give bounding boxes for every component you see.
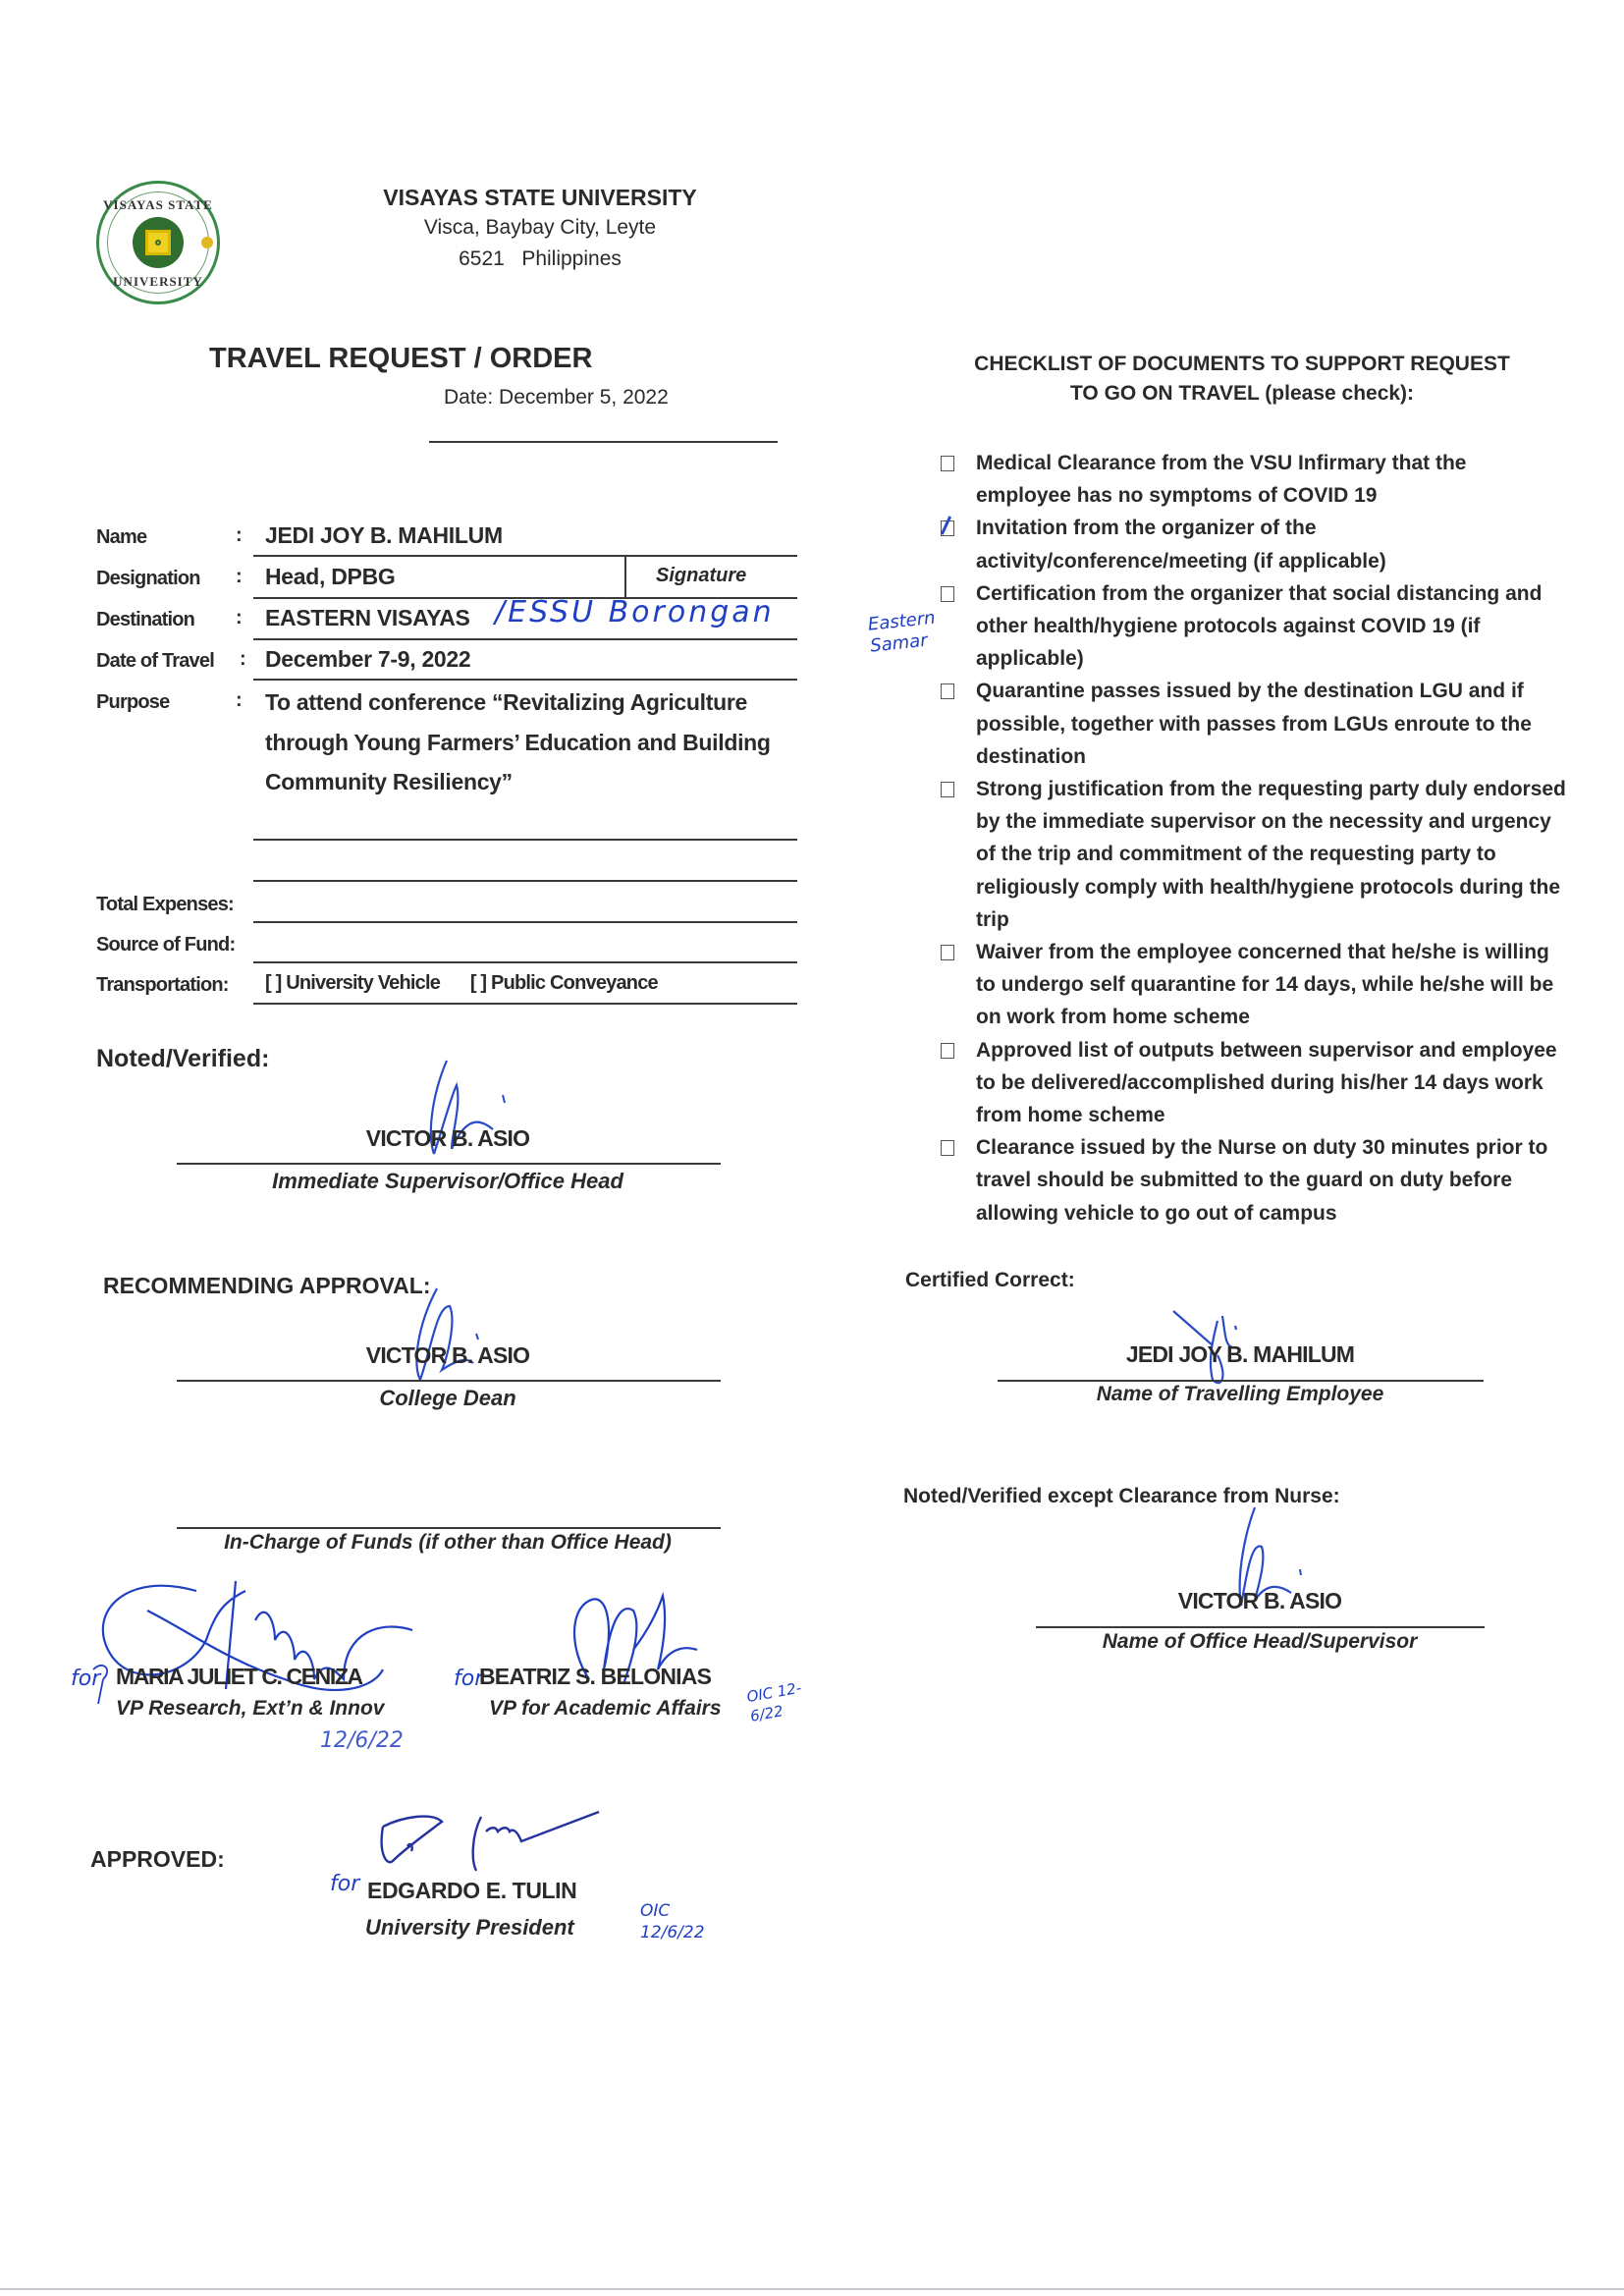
vp-academic-signature — [560, 1591, 717, 1709]
date-of-travel-value[interactable]: December 7-9, 2022 — [265, 646, 471, 672]
purpose-value[interactable]: To attend conference “Revitalizing Agriculture through Young Farmers’ Education and Building Community Resiliency” — [265, 689, 771, 794]
transportation-underline — [253, 1003, 797, 1005]
recommending-approval-role: College Dean — [379, 1386, 516, 1410]
seal-bottom-text: UNIVERSITY — [113, 274, 203, 289]
office-head-role: Name of Office Head/Supervisor — [1102, 1630, 1418, 1653]
date-of-travel-underline — [253, 679, 797, 681]
destination-value[interactable]: EASTERN VISAYAS — [265, 605, 470, 630]
checkbox-checked-icon[interactable] — [941, 520, 954, 536]
source-of-fund-field[interactable] — [265, 932, 795, 959]
document-date: Date: December 5, 2022 — [444, 386, 669, 409]
destination-handwritten-note: /ESSU Borongan — [495, 595, 775, 629]
date-of-travel-label: Date of Travel — [96, 650, 214, 672]
name-underline — [253, 555, 797, 557]
checklist-item — [939, 512, 1567, 576]
checklist-item-text: Medical Clearance from the VSU Infirmary that the employee has no symptoms of COVID 19 — [976, 452, 1467, 508]
checkbox-unchecked-icon[interactable] — [941, 945, 954, 960]
purpose-underline-2 — [253, 880, 797, 882]
checklist-item-text: Invitation from the organizer of the activity/conference/meeting (if applicable) — [976, 517, 1386, 573]
president-role: University President — [365, 1915, 574, 1940]
noted-except-nurse-heading: Noted/Verified except Clearance from Nurse: — [903, 1485, 1340, 1507]
destination-margin-note: Eastern Samar — [867, 607, 937, 657]
transportation-options — [265, 972, 683, 995]
signature-label: Signature — [656, 565, 747, 586]
checklist-item-text: Certification from the organizer that social distancing and other health/hygiene protocols against COVID 19 (if applicable) — [976, 581, 1543, 671]
office-head-name: VICTOR B. ASIO — [1177, 1588, 1342, 1613]
checklist-item-text: Waiver from the employee concerned that he/she is willing to undergo self quarantine for 14 days, while he/she will be on work from home scheme — [976, 941, 1554, 1029]
checklist — [939, 447, 1567, 1230]
seal-center-emblem — [133, 217, 184, 268]
checklist-heading-line-1: CHECKLIST OF DOCUMENTS TO SUPPORT REQUEST — [974, 353, 1510, 375]
name-value[interactable]: JEDI JOY B. MAHILUM — [265, 522, 503, 548]
seal-gear-icon — [201, 237, 213, 248]
checklist-item — [939, 675, 1567, 773]
university-seal-logo — [96, 181, 220, 304]
total-expenses-field[interactable] — [265, 892, 795, 919]
vp-research-for-prefix: for — [71, 1667, 101, 1691]
total-expenses-label: Total Expenses: — [96, 894, 234, 915]
checklist-item — [939, 773, 1567, 936]
vp-research-handwritten-date: 12/6/22 — [320, 1728, 404, 1753]
seal-top-text: VISAYAS STATE — [103, 197, 213, 212]
noted-verified-signature-line — [177, 1163, 721, 1165]
checkbox-unchecked-icon[interactable] — [941, 683, 954, 699]
certified-correct-heading: Certified Correct: — [905, 1269, 1075, 1291]
approved-heading: APPROVED: — [90, 1846, 225, 1872]
checklist-item-text: Strong justification from the requesting party duly endorsed by the immediate supervisor on the necessity and urgency of the trip and commitment of the requesting party to religiously comply with health/hygiene protocols during the trip — [976, 778, 1566, 931]
letterhead — [295, 183, 785, 275]
checklist-item — [939, 577, 1567, 676]
name-label: Name — [96, 526, 147, 548]
colon: : — [236, 607, 243, 629]
vp-research-name: MARIA JULIET C. CENIZA — [116, 1664, 362, 1689]
checkbox-unchecked-icon[interactable] — [941, 456, 954, 471]
checklist-item-text: Approved list of outputs between supervisor and employee to be delivered/accomplished during his/her 14 days work from home scheme — [976, 1038, 1557, 1127]
purpose-underline-1 — [253, 839, 797, 841]
president-signature — [373, 1807, 609, 1876]
colon: : — [236, 566, 243, 587]
checklist-item-text: Clearance issued by the Nurse on duty 30 minutes prior to travel should be submitted to the guard on duty before allowing vehicle to go out of campus — [976, 1136, 1548, 1225]
certified-employee-name: JEDI JOY B. MAHILUM — [1125, 1341, 1355, 1367]
colon: : — [240, 648, 246, 670]
transportation-label: Transportation: — [96, 974, 229, 996]
checklist-item — [939, 1131, 1567, 1230]
designation-value[interactable]: Head, DPBG — [265, 564, 396, 589]
page-edge — [0, 2288, 1624, 2290]
source-of-fund-underline — [253, 961, 797, 963]
checkbox-unchecked-icon[interactable] — [941, 1043, 954, 1059]
checklist-heading-line-2: TO GO ON TRAVEL (please check): — [1069, 382, 1415, 405]
address-line-2: 6521 Philippines — [459, 247, 622, 270]
vp-academic-name: BEATRIZ S. BELONIAS — [479, 1664, 712, 1689]
address-line-1: Visca, Baybay City, Leyte — [423, 216, 657, 239]
noted-verified-heading: Noted/Verified: — [96, 1045, 270, 1072]
destination-label: Destination — [96, 609, 195, 630]
colon: : — [236, 524, 243, 546]
source-of-fund-label: Source of Fund: — [96, 934, 236, 956]
vp-academic-for-prefix: for — [454, 1667, 484, 1691]
destination-underline — [253, 638, 797, 640]
office-head-signature-line — [1036, 1626, 1485, 1628]
certified-employee-role: Name of Travelling Employee — [1096, 1383, 1384, 1405]
noted-verified-role: Immediate Supervisor/Office Head — [272, 1169, 623, 1193]
checklist-heading — [923, 350, 1561, 409]
vp-academic-handwritten-note: OIC 12-6/22 — [745, 1678, 803, 1725]
president-for-prefix: for — [330, 1872, 360, 1896]
checkbox-unchecked-icon[interactable] — [941, 1140, 954, 1156]
checklist-item — [939, 1034, 1567, 1132]
recommending-approval-signature-line — [177, 1380, 721, 1382]
vp-academic-role: VP for Academic Affairs — [489, 1697, 722, 1720]
in-charge-of-funds-role: In-Charge of Funds (if other than Office Head) — [224, 1531, 672, 1554]
purpose-label: Purpose — [96, 691, 170, 713]
checklist-item — [939, 936, 1567, 1034]
president-name: EDGARDO E. TULIN — [367, 1878, 577, 1903]
recommending-approval-name: VICTOR B. ASIO — [365, 1342, 530, 1368]
date-underline — [429, 441, 778, 443]
recommending-approval-heading: RECOMMENDING APPROVAL: — [103, 1273, 431, 1298]
checkbox-unchecked-icon[interactable] — [941, 782, 954, 797]
president-handwritten-note: OIC 12/6/22 — [640, 1901, 705, 1942]
checkbox-unchecked-icon[interactable] — [941, 586, 954, 602]
vp-research-role: VP Research, Ext’n & Innov — [116, 1697, 385, 1720]
signature-cell-divider — [624, 555, 626, 598]
checklist-item-text: Quarantine passes issued by the destination LGU and if possible, together with passes from LGUs enroute to the destination — [976, 680, 1532, 768]
dean-signature — [403, 1286, 520, 1385]
in-charge-signature-line — [177, 1527, 721, 1529]
noted-verified-name: VICTOR B. ASIO — [365, 1125, 530, 1151]
designation-label: Designation — [96, 568, 200, 589]
total-expenses-underline — [253, 921, 797, 923]
checklist-item — [939, 447, 1567, 512]
certified-signature-line — [998, 1380, 1484, 1382]
public-conveyance-checkbox[interactable]: [ ] Public Conveyance — [469, 972, 658, 994]
university-vehicle-checkbox[interactable]: [ ] University Vehicle — [265, 972, 441, 994]
university-name: VISAYAS STATE UNIVERSITY — [383, 185, 697, 210]
document-title: TRAVEL REQUEST / ORDER — [209, 343, 593, 374]
colon: : — [236, 689, 243, 711]
